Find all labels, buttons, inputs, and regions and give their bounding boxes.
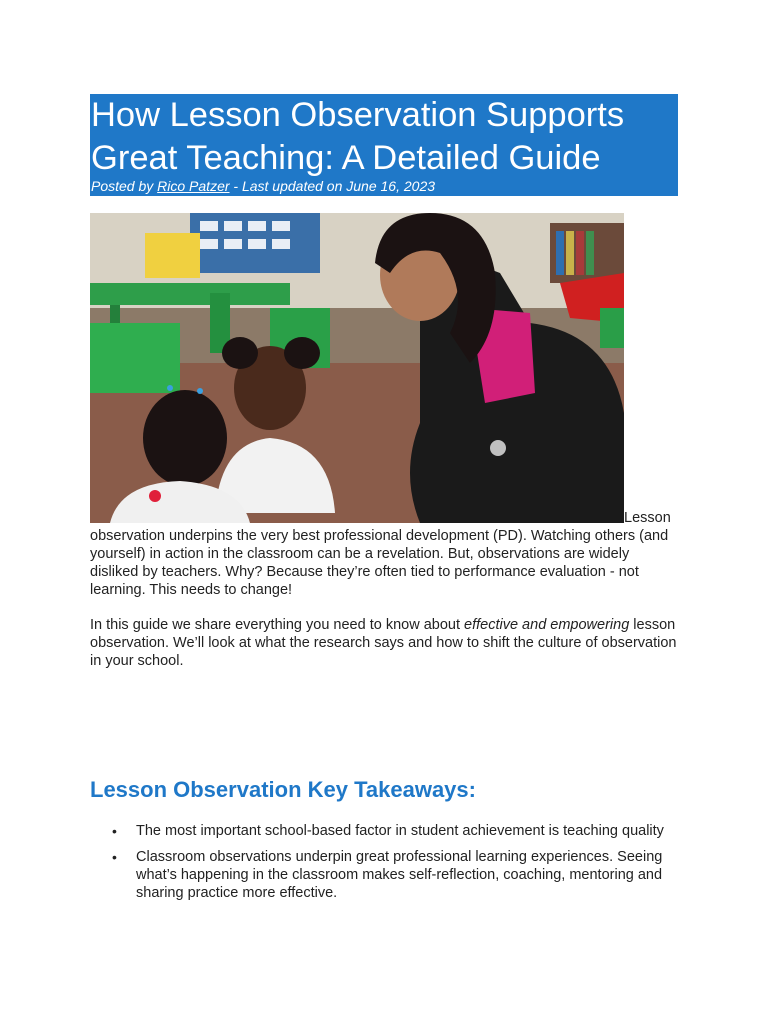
guide-paragraph bbox=[90, 616, 680, 670]
list-item bbox=[90, 848, 690, 902]
hero-image bbox=[90, 213, 624, 523]
byline bbox=[91, 178, 435, 194]
classroom-photo-illustration bbox=[90, 213, 624, 523]
byline-date: - Last updated on June 16, 2023 bbox=[229, 178, 436, 194]
bullet-icon: • bbox=[112, 849, 117, 865]
list-item-text: The most important school-based factor in student achievement is teaching quality bbox=[136, 823, 664, 839]
intro-first-word: Lesson bbox=[624, 510, 671, 526]
takeaways-heading: Lesson Observation Key Takeaways: bbox=[90, 777, 476, 802]
author-link[interactable]: Rico Patzer bbox=[157, 178, 230, 194]
list-item bbox=[90, 822, 690, 840]
guide-paragraph-end: lesson observation. We’ll look at what the research says and how to shift the culture of observation in your school. bbox=[90, 617, 677, 669]
bullet-icon: • bbox=[112, 823, 117, 839]
title-banner bbox=[90, 94, 678, 196]
page-title: How Lesson Observation Supports Great Teaching: A Detailed Guide bbox=[91, 96, 625, 177]
list-item-text: Classroom observations underpin great professional learning experiences. Seeing what’s happening in the classroom makes self-reflection, coaching, mentoring and sharing practice more effective. bbox=[136, 849, 663, 901]
guide-paragraph-start: In this guide we share everything you need to know about bbox=[90, 617, 465, 633]
intro-paragraph: observation underpins the very best professional development (PD). Watching others (and yourself) in action in the classroom can be a revelation. But, observations are widely disliked by teachers. Why? Because they’re often tied to performance evaluation - not learning. This needs to change! bbox=[90, 528, 669, 598]
guide-paragraph-emphasis: effective and empowering bbox=[464, 617, 630, 633]
byline-prefix: Posted by bbox=[91, 178, 158, 194]
takeaways-list bbox=[90, 822, 690, 910]
